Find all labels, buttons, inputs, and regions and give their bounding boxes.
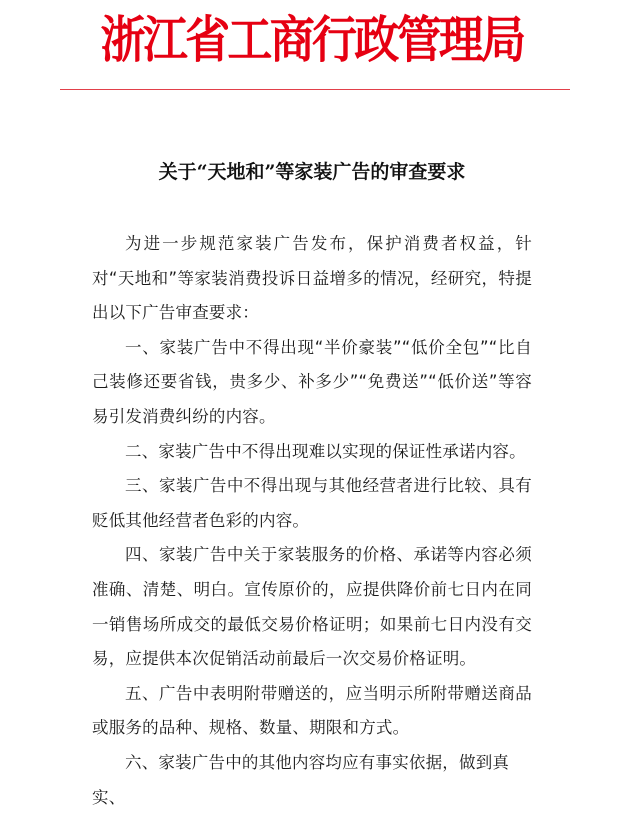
document-body bbox=[92, 227, 532, 815]
paragraph-item-5: 五、广告中表明附带赠送的，应当明示所附带赠送商品或服务的品种、规格、数量、期限和方式。 bbox=[92, 683, 532, 738]
paragraph-item-3: 三、家装广告中不得出现与其他经营者进行比较、具有贬低其他经营者色彩的内容。 bbox=[92, 476, 532, 530]
letterhead-divider bbox=[60, 89, 570, 90]
letterhead-title: 浙江省工商行政管理局 bbox=[100, 10, 524, 69]
paragraph-item-4: 四、家装广告中关于家装服务的价格、承诺等内容必须准确、清楚、明白。宣传原价的，应提供降价前七日内在同一销售场所成交的最低交易价格证明；如果前七日内没有交易，应提供本次促销活动前最后一次交易价格证明。 bbox=[92, 545, 532, 669]
paragraph-item-2: 二、家装广告中不得出现难以实现的保证性承诺内容。 bbox=[125, 441, 526, 461]
paragraph-intro: 为进一步规范家装广告发布，保护消费者权益，针对“天地和”等家装消费投诉日益增多的情况，经研究，特提出以下广告审查要求： bbox=[92, 234, 532, 323]
paragraph-item-6: 六、家装广告中的其他内容均应有事实依据，做到真实、 bbox=[92, 752, 510, 807]
document-title: 关于“天地和”等家装广告的审查要求 bbox=[158, 161, 466, 183]
paragraph-item-1: 一、家装广告中不得出现“半价豪装”“低价全包”“比自己装修还要省钱，贵多少、补多少”“免费送”“低价送”等容易引发消费纠纷的内容。 bbox=[92, 337, 532, 426]
